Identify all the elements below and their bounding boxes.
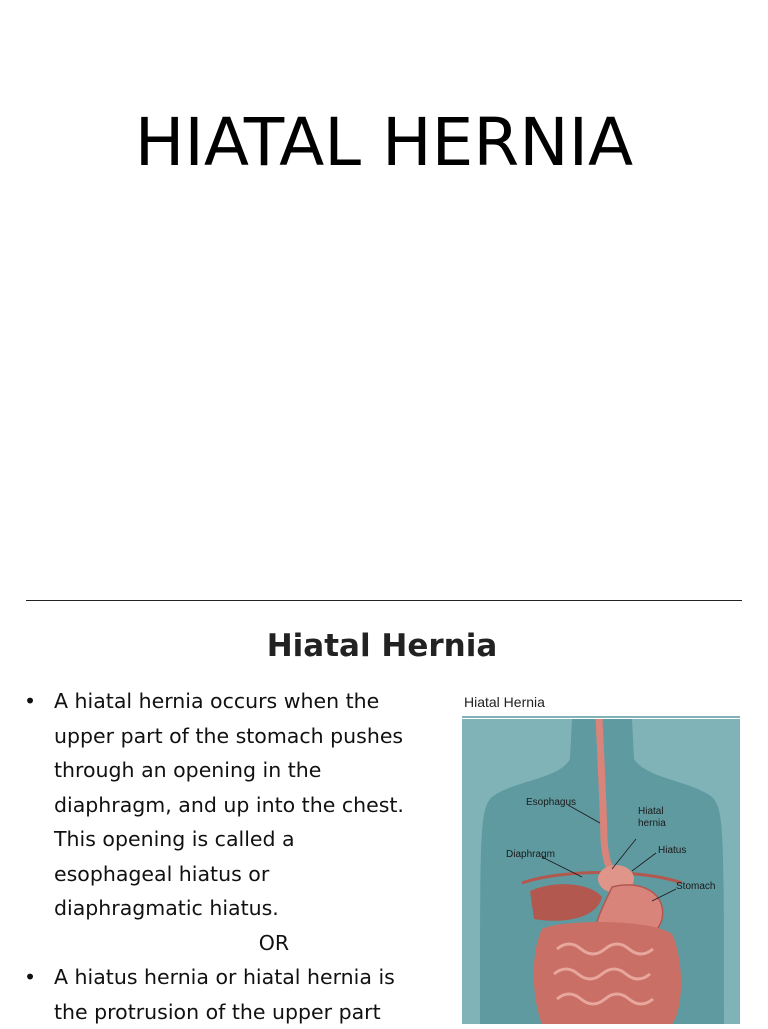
label-diaphragm: Diaphragm (506, 849, 555, 860)
anatomy-figure (462, 694, 740, 1024)
label-esophagus: Esophagus (526, 797, 577, 808)
label-hiatal-hernia-1: Hiatal (638, 806, 664, 817)
slide-heading: Hiatal Hernia (266, 628, 498, 664)
bullet-item (24, 960, 444, 1029)
or-separator: OR (258, 930, 290, 955)
figure-rule (462, 716, 740, 718)
bullet-list (24, 684, 444, 1029)
bullet-item (24, 684, 444, 926)
label-stomach: Stomach (676, 881, 716, 892)
label-hiatus: Hiatus (658, 845, 687, 856)
figure-title: Hiatal Hernia (464, 694, 545, 710)
anatomy-illustration (462, 719, 740, 1024)
bullet-text: A hiatal hernia occurs when the upper part of the stomach pushes through an opening in the diaphragm, and up into the chest. This opening is called a esophageal hiatus or diaphragmatic hiatus. (54, 689, 404, 920)
bullet-marker: • (24, 965, 37, 989)
label-hiatal-hernia-2: hernia (638, 818, 666, 829)
bullet-marker: • (24, 689, 37, 713)
slide-title: HIATAL HERNIA (134, 104, 634, 181)
bullet-text: A hiatus hernia or hiatal hernia is the protrusion of the upper part (54, 965, 395, 1024)
slide-divider (26, 600, 742, 601)
